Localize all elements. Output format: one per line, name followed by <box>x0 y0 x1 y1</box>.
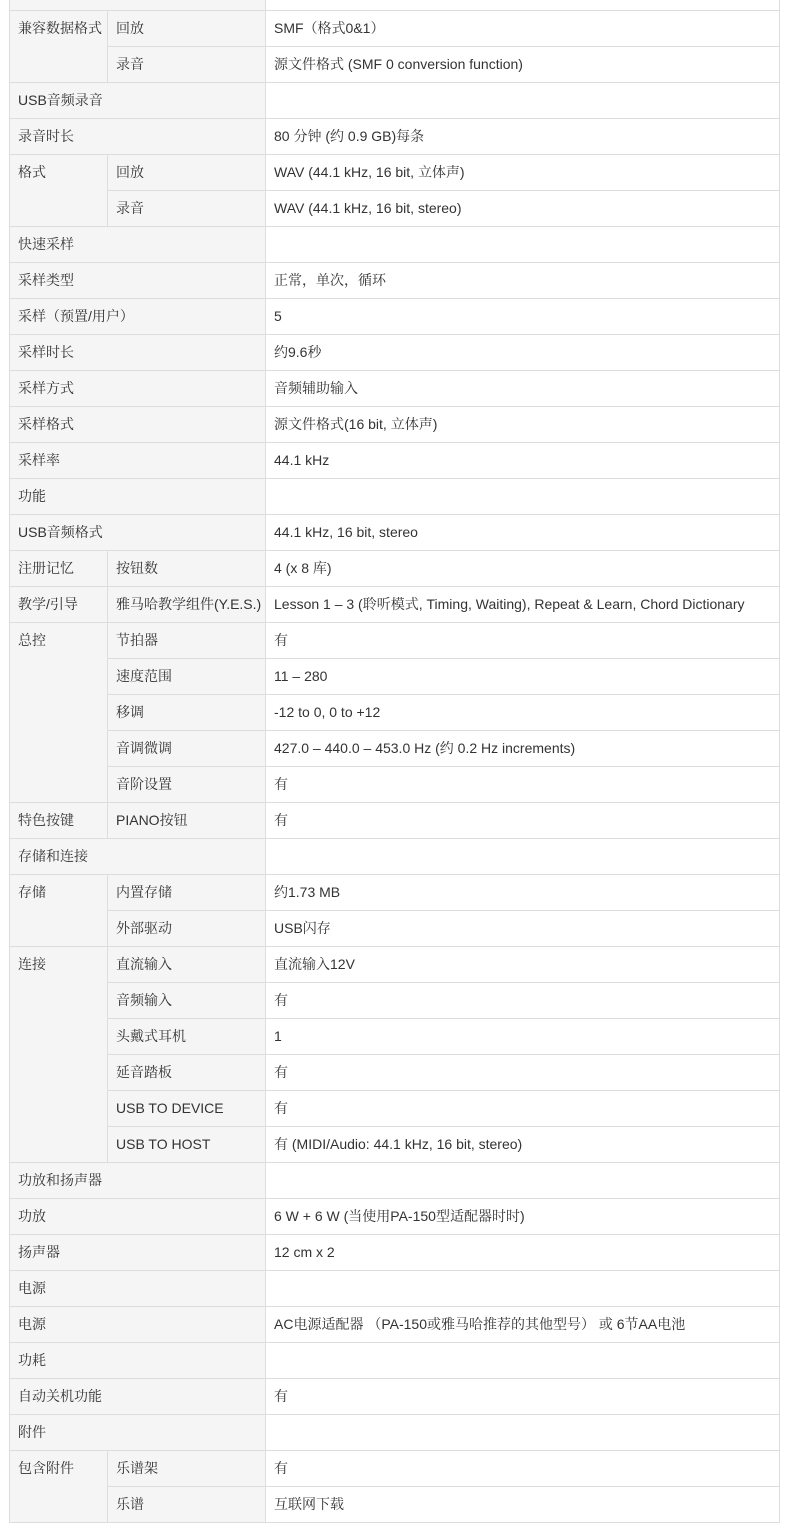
spec-row <box>10 11 780 47</box>
spec-row <box>10 191 780 227</box>
spec-row <box>10 767 780 803</box>
spec-sub-label: 回放 <box>108 11 266 47</box>
spec-row <box>10 299 780 335</box>
spec-value: 80 分钟 (约 0.9 GB)每条 <box>266 119 780 155</box>
spec-row <box>10 875 780 911</box>
spec-value: 有 <box>266 1055 780 1091</box>
spec-value: 有 <box>266 983 780 1019</box>
spec-label: 电源 <box>10 1271 266 1307</box>
spec-row <box>10 263 780 299</box>
spec-value: 有 <box>266 1379 780 1415</box>
spec-row <box>10 983 780 1019</box>
spec-row <box>10 371 780 407</box>
spec-value: 44.1 kHz <box>266 443 780 479</box>
spec-value: 正常，单次，循环 <box>266 263 780 299</box>
spec-group-label: 存储 <box>10 875 108 947</box>
spec-label: 采样方式 <box>10 371 266 407</box>
spec-row <box>10 1271 780 1307</box>
spec-value <box>266 83 780 119</box>
spec-sub-label: 回放 <box>108 155 266 191</box>
spec-label: 自动关机功能 <box>10 1379 266 1415</box>
spec-label: USB音频录音 <box>10 83 266 119</box>
spec-row <box>10 623 780 659</box>
spec-row <box>10 1415 780 1451</box>
spec-row <box>10 1487 780 1523</box>
spec-group-label: 特色按键 <box>10 803 108 839</box>
spec-label: 采样时长 <box>10 335 266 371</box>
spec-value <box>266 1271 780 1307</box>
spec-value <box>266 0 780 11</box>
spec-group-label: 教学/引导 <box>10 587 108 623</box>
spec-sub-label: 内置存储 <box>108 875 266 911</box>
spec-row <box>10 407 780 443</box>
spec-label: 采样格式 <box>10 407 266 443</box>
spec-row <box>10 695 780 731</box>
spec-label: 附件 <box>10 1415 266 1451</box>
spec-value: 有 <box>266 1451 780 1487</box>
spec-label: 电源 <box>10 1307 266 1343</box>
spec-label: 功放 <box>10 1199 266 1235</box>
spec-sub-label: 按钮数 <box>108 551 266 587</box>
spec-sub-label: USB TO HOST <box>108 1127 266 1163</box>
spec-sub-label: 头戴式耳机 <box>108 1019 266 1055</box>
spec-row <box>10 947 780 983</box>
spec-group-label: 兼容数据格式 <box>10 11 108 83</box>
spec-row <box>10 1019 780 1055</box>
spec-label: 功耗 <box>10 1343 266 1379</box>
spec-row <box>10 119 780 155</box>
spec-value: 1 <box>266 1019 780 1055</box>
spec-value: 6 W + 6 W (当使用PA-150型适配器时时) <box>266 1199 780 1235</box>
spec-row <box>10 551 780 587</box>
spec-table-body <box>10 0 780 1523</box>
spec-value: WAV (44.1 kHz, 16 bit, stereo) <box>266 191 780 227</box>
spec-row <box>10 1235 780 1271</box>
spec-label: 功能 <box>10 479 266 515</box>
spec-row <box>10 1199 780 1235</box>
spec-sub-label: 速度范围 <box>108 659 266 695</box>
spec-value <box>266 1343 780 1379</box>
spec-value <box>266 1415 780 1451</box>
spec-row <box>10 1163 780 1199</box>
spec-value: -12 to 0, 0 to +12 <box>266 695 780 731</box>
spec-sub-label: 录音 <box>108 47 266 83</box>
spec-row <box>10 659 780 695</box>
spec-label: 采样率 <box>10 443 266 479</box>
spec-value: USB闪存 <box>266 911 780 947</box>
spec-label: 录音时长 <box>10 119 266 155</box>
spec-sub-label: 移调 <box>108 695 266 731</box>
spec-value: 直流输入12V <box>266 947 780 983</box>
spec-label: 采样类型 <box>10 263 266 299</box>
spec-value: 12 cm x 2 <box>266 1235 780 1271</box>
spec-sub-label: 音调微调 <box>108 731 266 767</box>
spec-row <box>10 335 780 371</box>
spec-value: 约1.73 MB <box>266 875 780 911</box>
spec-row <box>10 227 780 263</box>
spec-value: 约9.6秒 <box>266 335 780 371</box>
spec-group-label: 连接 <box>10 947 108 1163</box>
spec-sub-label: PIANO按钮 <box>108 803 266 839</box>
spec-value <box>266 1163 780 1199</box>
spec-label: 存储和连接 <box>10 839 266 875</box>
spec-label: 扬声器 <box>10 1235 266 1271</box>
spec-value: 有 <box>266 1091 780 1127</box>
spec-label: 采样（预置/用户） <box>10 299 266 335</box>
spec-row <box>10 83 780 119</box>
spec-table-container <box>9 0 779 1523</box>
spec-row <box>10 1379 780 1415</box>
spec-group-label: 包含附件 <box>10 1451 108 1523</box>
spec-sub-label: 外部驱动 <box>108 911 266 947</box>
spec-sub-label: 乐谱 <box>108 1487 266 1523</box>
spec-value: AC电源适配器 （PA-150或雅马哈推荐的其他型号） 或 6节AA电池 <box>266 1307 780 1343</box>
spec-sub-label: 延音踏板 <box>108 1055 266 1091</box>
spec-sub-label: 音频输入 <box>108 983 266 1019</box>
spec-sub-label: 音阶设置 <box>108 767 266 803</box>
spec-row <box>10 1307 780 1343</box>
spec-value: 427.0 – 440.0 – 453.0 Hz (约 0.2 Hz increments) <box>266 731 780 767</box>
spec-value: 有 <box>266 623 780 659</box>
spec-label: USB音频格式 <box>10 515 266 551</box>
spec-row <box>10 47 780 83</box>
spec-value: SMF（格式0&1） <box>266 11 780 47</box>
spec-sub-label: 乐谱架 <box>108 1451 266 1487</box>
spec-value: 源文件格式 (SMF 0 conversion function) <box>266 47 780 83</box>
spec-row <box>10 155 780 191</box>
spec-row <box>10 839 780 875</box>
spec-sub-label: 直流输入 <box>108 947 266 983</box>
spec-value: Lesson 1 – 3 (聆听模式, Timing, Waiting), Repeat & Learn, Chord Dictionary <box>266 587 780 623</box>
spec-value: 5 <box>266 299 780 335</box>
spec-row <box>10 911 780 947</box>
spec-value: 44.1 kHz, 16 bit, stereo <box>266 515 780 551</box>
spec-value: 4 (x 8 库) <box>266 551 780 587</box>
spec-sub-label: 节拍器 <box>108 623 266 659</box>
spec-row <box>10 587 780 623</box>
spec-row <box>10 479 780 515</box>
spec-row <box>10 1127 780 1163</box>
spec-row <box>10 515 780 551</box>
spec-value <box>266 479 780 515</box>
spec-row <box>10 731 780 767</box>
spec-value <box>266 227 780 263</box>
spec-value: 源文件格式(16 bit, 立体声) <box>266 407 780 443</box>
spec-row <box>10 0 780 11</box>
spec-value: 有 (MIDI/Audio: 44.1 kHz, 16 bit, stereo) <box>266 1127 780 1163</box>
spec-value: WAV (44.1 kHz, 16 bit, 立体声) <box>266 155 780 191</box>
spec-label: 功放和扬声器 <box>10 1163 266 1199</box>
spec-value: 音频辅助输入 <box>266 371 780 407</box>
spec-row <box>10 1451 780 1487</box>
spec-value: 互联网下载 <box>266 1487 780 1523</box>
spec-row <box>10 1055 780 1091</box>
spec-value: 有 <box>266 803 780 839</box>
spec-label: 快速采样 <box>10 227 266 263</box>
spec-value: 11 – 280 <box>266 659 780 695</box>
spec-table <box>9 0 780 1523</box>
spec-sub-label: 雅马哈教学组件(Y.E.S.) <box>108 587 266 623</box>
spec-value <box>266 839 780 875</box>
spec-group-label: 格式 <box>10 155 108 227</box>
spec-sub-label: USB TO DEVICE <box>108 1091 266 1127</box>
spec-label <box>10 0 266 11</box>
spec-group-label: 总控 <box>10 623 108 803</box>
spec-row <box>10 443 780 479</box>
spec-row <box>10 803 780 839</box>
spec-row <box>10 1343 780 1379</box>
spec-value: 有 <box>266 767 780 803</box>
spec-row <box>10 1091 780 1127</box>
spec-sub-label: 录音 <box>108 191 266 227</box>
spec-group-label: 注册记忆 <box>10 551 108 587</box>
